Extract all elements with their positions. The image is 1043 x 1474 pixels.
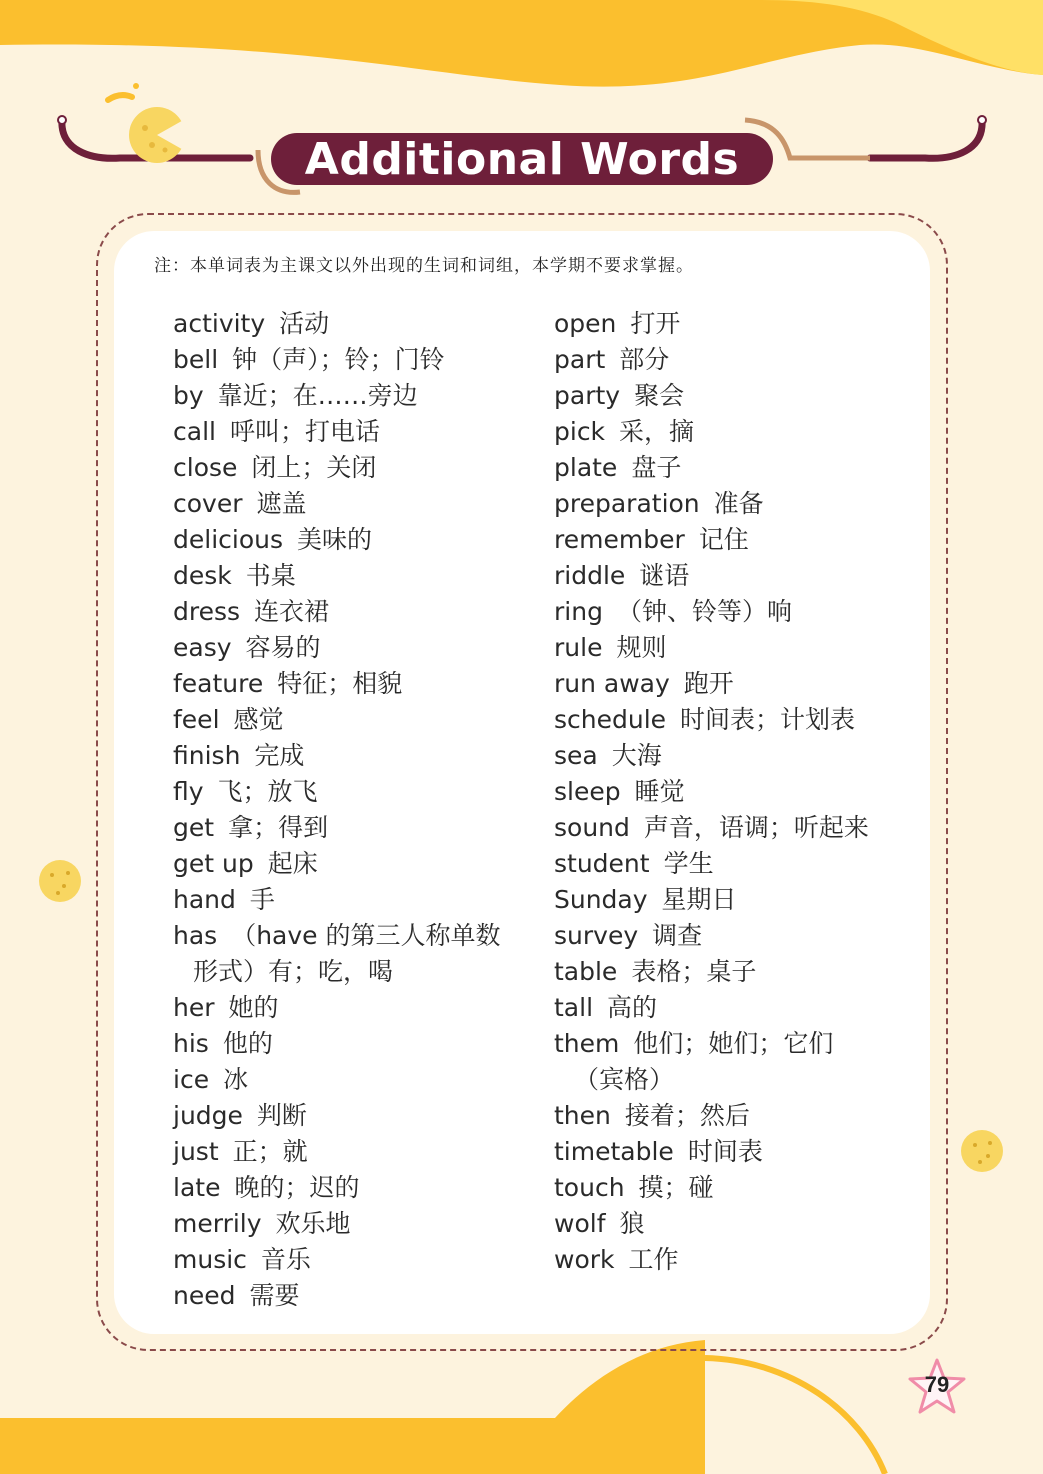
cookie-icon-left: [39, 860, 81, 902]
word-entry: [554, 666, 869, 702]
english-word: pick: [554, 417, 606, 446]
word-entry: [173, 774, 501, 810]
word-entry: [554, 774, 869, 810]
chinese-meaning: 飞；放飞: [217, 777, 318, 806]
english-word: need: [173, 1281, 236, 1310]
chinese-meaning: 起床: [267, 849, 318, 878]
english-word: ring: [554, 597, 603, 626]
word-entry: [554, 846, 869, 882]
word-entry: [554, 378, 869, 414]
word-entry: [554, 990, 869, 1026]
word-entry: [173, 522, 501, 558]
word-entry: [554, 1134, 869, 1170]
english-word: sound: [554, 813, 630, 842]
word-entry: [554, 558, 869, 594]
word-entry: [554, 702, 869, 738]
chinese-meaning: 感觉: [233, 705, 284, 734]
word-entry: [554, 1098, 869, 1134]
english-word: open: [554, 309, 617, 338]
word-entry: [554, 342, 869, 378]
english-word: plate: [554, 453, 618, 482]
chinese-meaning: 完成: [254, 741, 305, 770]
english-word: just: [173, 1137, 219, 1166]
chinese-meaning: 她的: [228, 993, 279, 1022]
chinese-meaning: 他的: [222, 1029, 273, 1058]
word-entry: [554, 1242, 869, 1278]
word-entry: [173, 666, 501, 702]
word-entry: [554, 522, 869, 558]
chinese-meaning: 谜语: [639, 561, 690, 590]
cookie-icon-right: [961, 1130, 1003, 1172]
word-entry: [554, 738, 869, 774]
chinese-meaning: 连衣裙: [254, 597, 330, 626]
english-word: delicious: [173, 525, 283, 554]
english-word: merrily: [173, 1209, 262, 1238]
english-word: schedule: [554, 705, 667, 734]
word-entry: [173, 990, 501, 1026]
page-number: 79: [924, 1372, 950, 1397]
english-word: easy: [173, 633, 232, 662]
banner-line-right: [870, 120, 982, 158]
word-entry: [554, 918, 869, 954]
chinese-meaning: 规则: [616, 633, 667, 662]
english-word: work: [554, 1245, 615, 1274]
word-entry: [173, 1206, 501, 1242]
english-word: then: [554, 1101, 611, 1130]
word-entry: [554, 306, 869, 342]
word-entry: [554, 450, 869, 486]
word-entry: [554, 414, 869, 450]
english-word: preparation: [554, 489, 700, 518]
chinese-meaning: 美味的: [297, 525, 373, 554]
chinese-meaning: 遮盖: [256, 489, 307, 518]
bottom-arc: [705, 1358, 885, 1474]
english-word: bell: [173, 345, 219, 374]
english-word: has: [173, 921, 218, 950]
word-entry: [173, 1170, 501, 1206]
word-entry: [554, 630, 869, 666]
title-banner: [271, 133, 773, 185]
chinese-meaning: 工作: [628, 1245, 679, 1274]
english-word: wolf: [554, 1209, 606, 1238]
english-word: riddle: [554, 561, 626, 590]
cheese-icon: [108, 83, 187, 163]
chinese-meaning: 他们；她们；它们: [633, 1029, 834, 1058]
word-entry: [554, 810, 869, 846]
word-entry: [173, 738, 501, 774]
chinese-meaning: 学生: [663, 849, 714, 878]
chinese-meaning: 活动: [279, 309, 330, 338]
chinese-meaning: 打开: [630, 309, 681, 338]
chinese-meaning: 采，摘: [619, 417, 695, 446]
chinese-meaning: 正；就: [232, 1137, 308, 1166]
word-column-left: [173, 306, 501, 1314]
english-word: by: [173, 381, 204, 410]
english-word: get up: [173, 849, 254, 878]
english-word: her: [173, 993, 215, 1022]
english-word: sleep: [554, 777, 621, 806]
chinese-meaning: 跑开: [683, 669, 734, 698]
chinese-meaning: 冰: [223, 1065, 249, 1094]
english-word: his: [173, 1029, 209, 1058]
english-word: party: [554, 381, 621, 410]
word-entry: [554, 954, 869, 990]
word-column-right: [554, 306, 869, 1278]
word-entry: [554, 1170, 869, 1206]
word-entry: [173, 918, 501, 954]
english-word: survey: [554, 921, 639, 950]
english-word: sea: [554, 741, 598, 770]
english-word: ice: [173, 1065, 210, 1094]
chinese-meaning: 音乐: [260, 1245, 311, 1274]
english-word: remember: [554, 525, 685, 554]
word-entry: [173, 594, 501, 630]
english-word: dress: [173, 597, 241, 626]
english-word: rule: [554, 633, 603, 662]
english-word: Sunday: [554, 885, 648, 914]
chinese-meaning: 判断: [256, 1101, 307, 1130]
english-word: music: [173, 1245, 247, 1274]
word-entry: [173, 342, 501, 378]
word-entry: [173, 558, 501, 594]
english-word: judge: [173, 1101, 243, 1130]
english-word: activity: [173, 309, 266, 338]
english-word: run away: [554, 669, 670, 698]
chinese-meaning: （钟、铃等）响: [616, 597, 792, 626]
chinese-meaning: 书桌: [245, 561, 296, 590]
chinese-meaning: 手: [249, 885, 275, 914]
word-entry: [554, 1062, 869, 1098]
note-text: 注：本单词表为主课文以外出现的生词和词组，本学期不要求掌握。: [154, 256, 694, 276]
english-word: fly: [173, 777, 204, 806]
english-word: finish: [173, 741, 241, 770]
word-entry: [173, 414, 501, 450]
english-word: feature: [173, 669, 264, 698]
chinese-meaning: 睡觉: [634, 777, 685, 806]
bottom-wave: [0, 1340, 705, 1474]
english-word: tall: [554, 993, 594, 1022]
chinese-meaning: 容易的: [245, 633, 321, 662]
chinese-meaning: 部分: [619, 345, 670, 374]
chinese-meaning: 钟（声）；铃；门铃: [232, 345, 445, 374]
word-entry: [173, 954, 501, 990]
word-entry: [173, 1242, 501, 1278]
word-entry: [173, 450, 501, 486]
word-entry: [173, 846, 501, 882]
english-word: get: [173, 813, 215, 842]
english-word: part: [554, 345, 606, 374]
english-word: call: [173, 417, 216, 446]
chinese-meaning: 时间表；计划表: [680, 705, 856, 734]
word-entry: [554, 1026, 869, 1062]
chinese-meaning: 表格；桌子: [631, 957, 757, 986]
word-entry: [173, 630, 501, 666]
english-word: student: [554, 849, 650, 878]
chinese-meaning: 准备: [713, 489, 764, 518]
chinese-meaning: 特征；相貌: [277, 669, 403, 698]
chinese-meaning: 拿；得到: [228, 813, 329, 842]
chinese-meaning: 记住: [698, 525, 749, 554]
chinese-meaning: 狼: [619, 1209, 645, 1238]
word-entry: [554, 882, 869, 918]
chinese-meaning: 星期日: [661, 885, 737, 914]
chinese-meaning: 形式）有；吃，喝: [193, 957, 394, 986]
english-word: close: [173, 453, 238, 482]
chinese-meaning: 聚会: [634, 381, 685, 410]
word-entry: [173, 1134, 501, 1170]
english-word: touch: [554, 1173, 625, 1202]
english-word: timetable: [554, 1137, 674, 1166]
chinese-meaning: 呼叫；打电话: [229, 417, 380, 446]
chinese-meaning: 闭上；关闭: [251, 453, 377, 482]
word-entry: [173, 1062, 501, 1098]
chinese-meaning: 盘子: [631, 453, 682, 482]
chinese-meaning: （宾格）: [574, 1065, 675, 1094]
english-word: cover: [173, 489, 243, 518]
english-word: hand: [173, 885, 236, 914]
chinese-meaning: 接着；然后: [624, 1101, 750, 1130]
word-entry: [173, 810, 501, 846]
word-entry: [554, 1206, 869, 1242]
word-entry: [173, 1278, 501, 1314]
word-entry: [554, 486, 869, 522]
chinese-meaning: 欢乐地: [275, 1209, 351, 1238]
word-entry: [173, 1026, 501, 1062]
chinese-meaning: 需要: [249, 1281, 300, 1310]
english-word: feel: [173, 705, 220, 734]
word-entry: [173, 306, 501, 342]
chinese-meaning: 摸；碰: [638, 1173, 714, 1202]
chinese-meaning: 时间表: [687, 1137, 763, 1166]
word-entry: [554, 594, 869, 630]
word-entry: [173, 378, 501, 414]
page-title: Additional Words: [304, 133, 740, 185]
chinese-meaning: 调查: [652, 921, 703, 950]
english-word: table: [554, 957, 618, 986]
chinese-meaning: （have 的第三人称单数: [231, 921, 501, 950]
chinese-meaning: 高的: [607, 993, 658, 1022]
chinese-meaning: 靠近；在……旁边: [217, 381, 418, 410]
english-word: late: [173, 1173, 221, 1202]
chinese-meaning: 大海: [611, 741, 662, 770]
chinese-meaning: 声音，语调；听起来: [643, 813, 869, 842]
word-entry: [173, 882, 501, 918]
english-word: them: [554, 1029, 620, 1058]
word-entry: [173, 486, 501, 522]
word-entry: [173, 702, 501, 738]
chinese-meaning: 晚的；迟的: [234, 1173, 360, 1202]
english-word: desk: [173, 561, 232, 590]
word-entry: [173, 1098, 501, 1134]
